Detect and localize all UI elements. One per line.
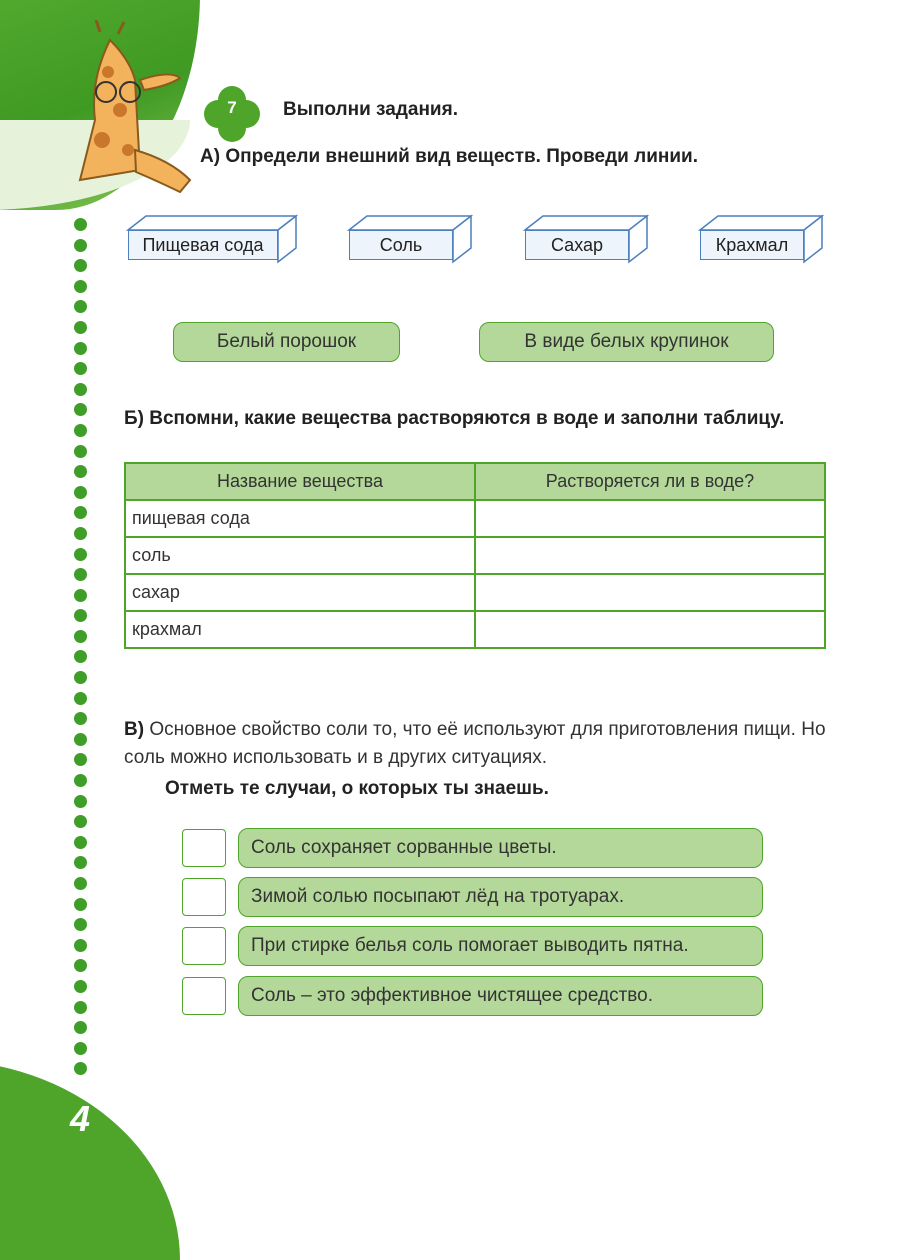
part-c-instruction: Отметь те случаи, о которых ты знаешь.: [165, 778, 549, 799]
option-checkbox[interactable]: [182, 977, 226, 1015]
option-label: Соль сохраняет сорванные цветы.: [238, 828, 763, 868]
table-row: [125, 537, 825, 574]
substance-cell: крахмал: [125, 611, 475, 648]
table-header-name: Название вещества: [125, 463, 475, 500]
substance-cell: пищевая сода: [125, 500, 475, 537]
appearance-pill-1[interactable]: В виде белых крупинок: [479, 322, 774, 362]
substance-label: Крахмал: [700, 230, 804, 260]
page-number: 4: [70, 1098, 91, 1139]
table-header-soluble: Растворяется ли в воде?: [475, 463, 825, 500]
substance-box-3[interactable]: [700, 216, 822, 255]
answer-cell[interactable]: [475, 574, 825, 611]
option-checkbox[interactable]: [182, 829, 226, 867]
part-c-label: В): [124, 719, 145, 740]
giraffe-mascot-illustration: [40, 20, 200, 195]
table-row: [125, 500, 825, 537]
substance-box-2[interactable]: [525, 216, 647, 255]
option-checkbox[interactable]: [182, 927, 226, 965]
dotted-margin-line: [74, 218, 90, 1058]
option-label: Соль – это эффективное чистящее средство.: [238, 976, 763, 1016]
option-checkbox[interactable]: [182, 878, 226, 916]
task-number: 7: [227, 98, 237, 117]
answer-cell[interactable]: [475, 537, 825, 574]
task-title: Выполни задания.: [283, 99, 458, 120]
table-row: [125, 574, 825, 611]
substance-cell: соль: [125, 537, 475, 574]
part-c-body: Основное свойство соли то, что её используют для приготовления пищи. Но соль можно использовать и в других ситуациях.: [124, 719, 826, 768]
answer-cell[interactable]: [475, 611, 825, 648]
corner-decoration-bottom: [0, 1060, 180, 1260]
part-b-instruction: Б) Вспомни, какие вещества растворяются в воде и заполни таблицу.: [124, 408, 785, 429]
table-row: [125, 611, 825, 648]
appearance-pill-0[interactable]: Белый порошок: [173, 322, 400, 362]
part-c-text: [124, 716, 826, 772]
substance-label: Пищевая сода: [128, 230, 278, 260]
task-number-badge: [204, 86, 260, 142]
solubility-table: [124, 462, 826, 649]
part-a-instruction: А) Определи внешний вид веществ. Проведи линии.: [200, 146, 698, 167]
option-label: Зимой солью посыпают лёд на тротуарах.: [238, 877, 763, 917]
substance-label: Сахар: [525, 230, 629, 260]
substance-cell: сахар: [125, 574, 475, 611]
substance-box-1[interactable]: [349, 216, 471, 255]
substance-box-0[interactable]: [128, 216, 296, 255]
option-label: При стирке белья соль помогает выводить пятна.: [238, 926, 763, 966]
answer-cell[interactable]: [475, 500, 825, 537]
substance-label: Соль: [349, 230, 453, 260]
